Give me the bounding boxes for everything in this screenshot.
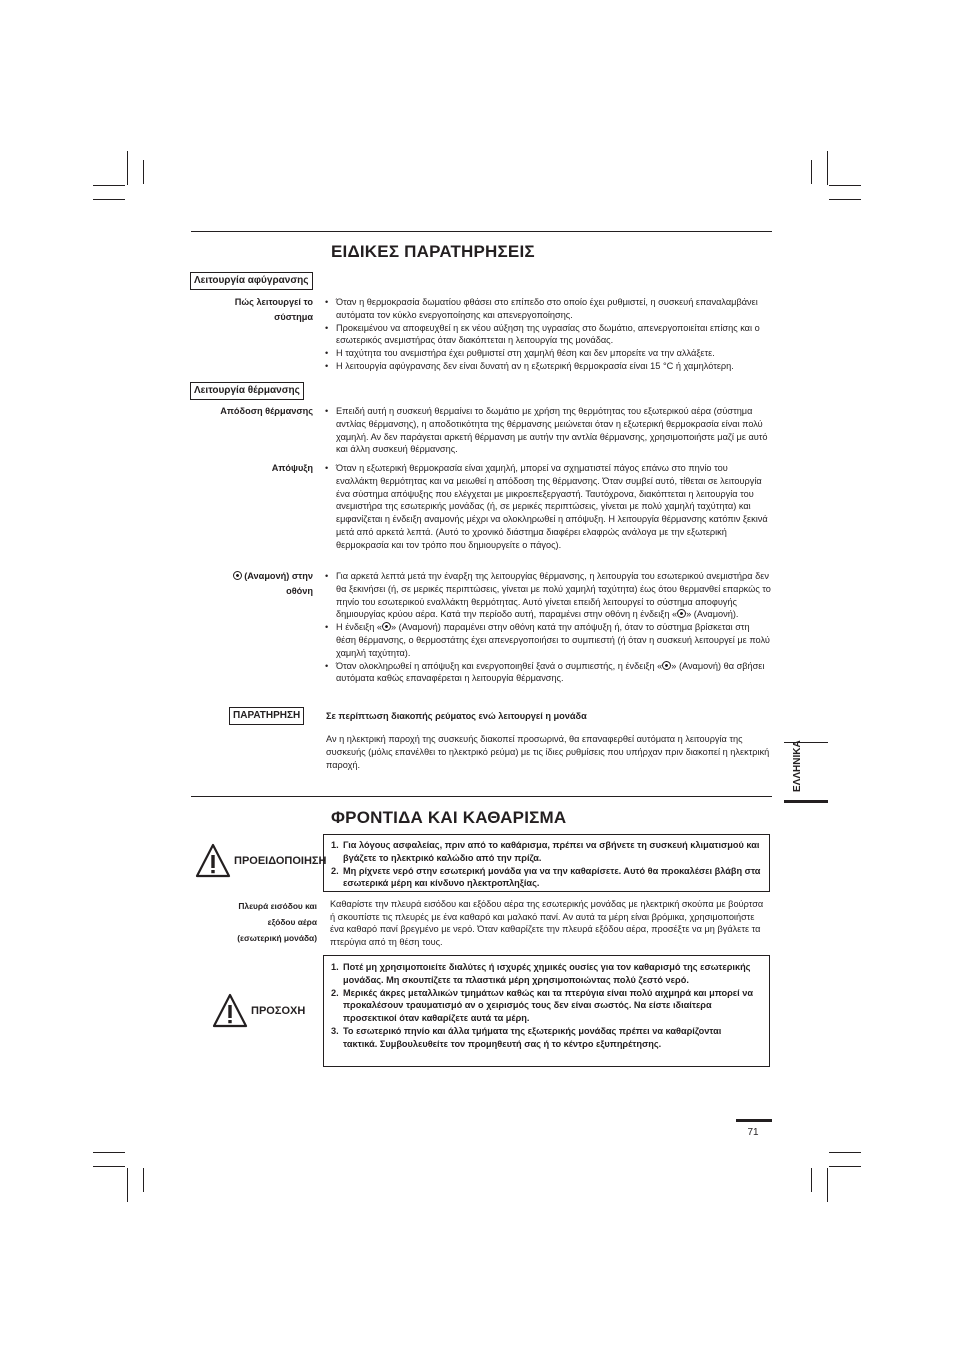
side-label-line: (εσωτερική μονάδα) (237, 933, 317, 943)
warning-list (324, 839, 765, 890)
standby-text: Για αρκετά λεπτά μετά την έναρξη της λειτουργίας θέρμανσης, η λειτουργία του εσωτερικού ανεμιστήρα δεν θα ξεκινήσει (ή, σε μερικές περιπτώσεις, γίνεται με πολύ χαμηλή ταχύτητα) έως ότου θερμανθεί επαρκώς το πηνίο του εσωτερικού εναλλάκτη θερμότητας. Αυτό γίνεται επειδή λειτουργεί το σύστημα αποφυγής δημιουργίας κρύου αέρα. Κατά την περίοδο αυτή, παραμένει στην οθόνη η ένδειξη « (336, 571, 771, 620)
note-body: Αν η ηλεκτρική παροχή της συσκευής διακοπεί προσωρινά, θα επαναφερθεί αυτόματα η λειτουργία της συσκευής (μόλις επανέλθει το ηλεκτρικό ρεύμα) με τις ίδιες ρυθμίσεις που υπήρχαν πριν διακοπεί η ηλεκτρική παροχή. (326, 734, 770, 770)
item-number: 1. (331, 840, 339, 850)
side-label-line: εξόδου αέρα (267, 917, 317, 927)
heating-mode-label: Λειτουργία θέρμανσης (190, 382, 304, 400)
list-item (324, 987, 755, 1025)
dehumidify-mode-label: Λειτουργία αφύγρανσης (190, 272, 313, 290)
list-item: • Η λειτουργία αφύγρανσης δεν είναι δυνατή αν η εξωτερική θερμοκρασία είναι 15 °C ή χαμηλότερη. (325, 360, 771, 373)
item-text: Μη ρίχνετε νερό στην εσωτερική μονάδα για να την καθαρίσετε. Αυτό θα προκαλέσει βλάβη στα εσωτερικά μέρη και κίνδυνο ηλεκτροπληξίας. (343, 865, 761, 889)
dehumidify-list (325, 296, 771, 373)
crop-mark (93, 1166, 125, 1167)
heating-performance-label: Απόδοση θέρμανσης (220, 406, 313, 416)
list-item (325, 660, 771, 686)
section-divider (191, 796, 772, 797)
list-item (324, 839, 765, 865)
standby-text: » (Αναμονή). (686, 609, 739, 620)
list-item (325, 621, 771, 659)
crop-mark (143, 1168, 144, 1192)
crop-mark (829, 199, 861, 200)
standby-icon (382, 622, 391, 631)
caution-header (212, 993, 305, 1029)
standby-icon (677, 609, 686, 618)
language-tab (784, 742, 828, 802)
standby-text: » (Αναμονή) παραμένει στην οθόνη κατά την απόψυξη ή, όταν το σύστημα βρίσκεται στη θέση θέρμανσης, ο θερμοστάτης έχει απενεργοποιήσει το συμπιεστή (ή όταν η συσκευή λειτουργεί με πολύ χαμηλή ταχύτητα). (336, 622, 770, 658)
standby-label (191, 569, 313, 598)
defrost-label: Απόψυξη (271, 463, 313, 473)
standby-label-line1: (Αναμονή) στην (244, 571, 313, 581)
standby-icon (662, 661, 671, 670)
crop-mark (93, 185, 125, 186)
crop-mark (827, 151, 828, 185)
section-title-care-cleaning: ΦΡΟΝΤΙΔΑ ΚΑΙ ΚΑΘΑΡΙΣΜΑ (331, 808, 567, 827)
section-title-special-notes: ΕΙΔΙΚΕΣ ΠΑΡΑΤΗΡΗΣΕΙΣ (331, 242, 535, 261)
how-system-works-label (191, 295, 313, 324)
standby-text: Η ένδειξη « (336, 622, 383, 633)
caution-list (324, 961, 755, 1051)
standby-icon (233, 571, 242, 580)
list-item (324, 1025, 755, 1051)
crop-mark (827, 1168, 828, 1202)
item-number: 2. (331, 987, 339, 998)
heating-performance-list (325, 405, 771, 456)
side-label-line: Πλευρά εισόδου και (238, 901, 317, 911)
defrost-list (325, 462, 771, 552)
standby-text: Όταν ολοκληρωθεί η απόψυξη και ενεργοποιηθεί ξανά ο συμπιεστής, η ένδειξη « (336, 660, 663, 671)
how-label-line1: Πώς λειτουργεί το (234, 297, 313, 307)
crop-mark (829, 1166, 861, 1167)
crop-mark (93, 199, 125, 200)
item-text: Μερικές άκρες μεταλλικών τμημάτων καθώς και τα πτερύγια είναι πολύ αιχμηρά και μπορεί να προκαλέσουν τραυματισμό αν ο χειρισμός τους δεν είναι σωστός. Να είστε ιδιαίτερα προσεκτικοί όταν καθαρίζετε αυτά τα μέρη. (343, 987, 754, 1024)
list-item (325, 570, 771, 621)
section-divider (191, 231, 772, 232)
note-label: ΠΑΡΑΤΗΡΗΣΗ (229, 707, 304, 725)
air-inlet-outlet-text: Καθαρίστε την πλευρά εισόδου και εξόδου αέρα της εσωτερικής μονάδας με ηλεκτρική σκούπα με βούρτσα ή σκουπίστε τις πλευρές με ένα καθαρό και μαλακό πανί. Αν αυτά τα μέρη είναι βρόμικα, χρησιμοποιήστε ένα καθαρό πανί βρεγμένο με νερό. Όταν καθαρίζετε την πλευρά εξόδου αέρα, προσέξτε να μη βγάλετε τα πτερύγια από τη θέση τους. (330, 899, 764, 948)
language-tab-label: ΕΛΛΗΝΙΚΑ (792, 740, 803, 792)
warning-triangle-icon (195, 843, 231, 879)
crop-mark (829, 1152, 861, 1153)
language-tab-bar (784, 800, 828, 803)
crop-mark (93, 1152, 125, 1153)
page-number: 71 (747, 1127, 759, 1138)
warning-box (323, 834, 770, 892)
warning-label: ΠΡΟΕΙΔΟΠΟΙΗΣΗ (234, 855, 327, 867)
standby-list (325, 570, 771, 685)
standby-label-line2: οθόνη (286, 585, 313, 596)
page-number-bar (736, 1119, 772, 1122)
list-item: • Προκειμένου να αποφευχθεί η εκ νέου αύξηση της υγρασίας στο δωμάτιο, απενεργοποιείται επίσης και ο εσωτερικός ανεμιστήρας όταν διακόπτεται η λειτουργία της μονάδας. (325, 322, 771, 348)
language-tab-rule (784, 742, 828, 743)
list-item (324, 961, 755, 987)
crop-mark (811, 1168, 812, 1192)
caution-box (323, 955, 770, 1067)
how-label-line2: σύστημα (274, 311, 313, 322)
item-number: 1. (331, 962, 339, 972)
air-inlet-outlet-label (191, 898, 317, 946)
list-item: • Η ταχύτητα του ανεμιστήρα έχει ρυθμιστεί στη χαμηλή θέση και δεν μπορείτε να την αλλάξετε. (325, 347, 771, 360)
crop-mark (811, 160, 812, 184)
crop-mark (829, 185, 861, 186)
note-heading: Σε περίπτωση διακοπής ρεύματος ενώ λειτουργεί η μονάδα (326, 711, 587, 721)
list-item (324, 865, 765, 891)
item-number: 2. (331, 865, 339, 876)
item-text: Για λόγους ασφαλείας, πριν από το καθάρισμα, πρέπει να σβήνετε τη συσκευή κλιματισμού και βγάζετε το ηλεκτρικό καλώδιο από την πρίζα. (343, 840, 760, 863)
standby-text: » (Αναμονή) θα σβήσει αυτόματα καθώς επαναφέρεται η λειτουργία θέρμανσης. (336, 660, 765, 684)
crop-mark (127, 151, 128, 185)
list-item: • Επειδή αυτή η συσκευή θερμαίνει το δωμάτιο με χρήση της θερμότητας του εξωτερικού αέρα (σύστημα αντλίας θέρμανσης), η αποδοτικότητα της θέρμανσης μειώνεται όταν η εξωτερική θερμοκρασία είναι πολύ χαμηλή. Αν δεν παράγεται αρκετή θέρμανση με αυτήν την αντλία θέρμανσης, χρησιμοποιήστε μαζί με αυτό και άλλη συσκευή θέρμανσης. (325, 405, 771, 456)
item-text: Ποτέ μη χρησιμοποιείτε διαλύτες ή ισχυρές χημικές ουσίες για τον καθαρισμό της εσωτερικής μονάδας. Μη σκουπίζετε τα πλαστικά μέρη χρησιμοποιώντας πολύ ζεστό νερό. (343, 962, 751, 985)
crop-mark (143, 160, 144, 184)
caution-label: ΠΡΟΣΟΧΗ (251, 1005, 306, 1017)
warning-triangle-icon (212, 993, 248, 1029)
warning-header (195, 843, 326, 879)
item-text: Το εσωτερικό πηνίο και άλλα τμήματα της εξωτερικής μονάδας πρέπει να καθαρίζονται τακτικά. Συμβουλευθείτε τον προμηθευτή σας ή το κέντρο εξυπηρέτησης. (343, 1025, 722, 1049)
item-number: 3. (331, 1025, 339, 1036)
list-item: • Όταν η εξωτερική θερμοκρασία είναι χαμηλή, μπορεί να σχηματιστεί πάγος επάνω στο πηνίο του εναλλάκτη θερμότητας και να μειωθεί η απόδοση της θέρμανσης. Όταν συμβεί αυτό, τίθεται σε λειτουργία ένα σύστημα απόψυξης που ελέγχεται με μικροεπεξεργαστή. Ταυτόχρονα, διακόπτεται η λειτουργία του ανεμιστήρα της εσωτερικής μονάδας (ή, σε μερικές περιπτώσεις, γίνεται με πολύ χαμηλή ταχύτητα) και εμφανίζεται η ένδειξη αναμονής μέχρι να ολοκληρωθεί η απόψυξη. Η λειτουργία θέρμανσης κατόπιν ξεκινά μετά από αρκετά λεπτά. (Αυτό το χρονικό διάστημα διαφέρει ελαφρώς ανάλογα με την εξωτερική θερμοκρασία και τον τρόπο που δημιουργείτε ο πάγος). (325, 462, 771, 552)
crop-mark (127, 1168, 128, 1202)
list-item: • Όταν η θερμοκρασία δωματίου φθάσει στο επίπεδο στο οποίο έχει ρυθμιστεί, η συσκευή επαναλαμβάνει αυτόματα τον κύκλο ενεργοποίησης και απενεργοποίησης. (325, 296, 771, 322)
